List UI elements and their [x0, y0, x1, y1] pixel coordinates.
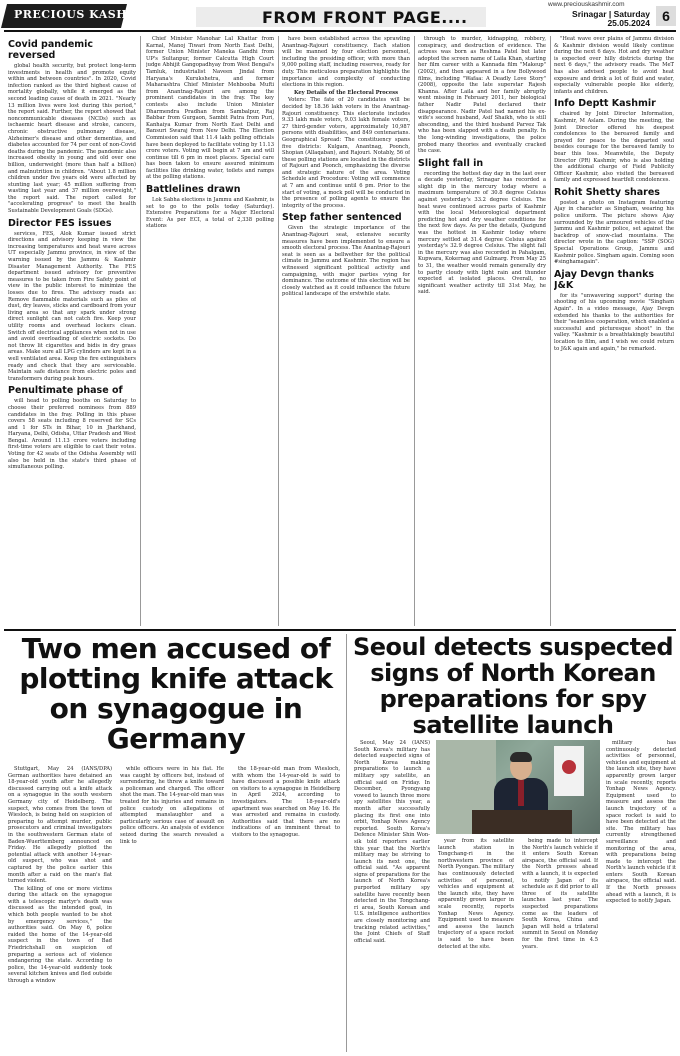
story-heading: Director FES issues	[8, 217, 112, 229]
podium	[472, 810, 572, 834]
seoul-column-1	[354, 740, 430, 1052]
story-text: chaired by Joint Director Information, Kashmir, M Aslam. During the meeting, the Joint Director offered his deepest condolences to the bereaved family and prayed for peace to the departed soul besides courage for the bereaved family to bear this loss. Meanwhile, the Deputy Director (PR) Kashmir, who is also holding the additional charge of Field Publicity Officer Kashmir, also visited the bereaved family and expressed heartfelt condolences.	[554, 111, 674, 184]
column-divider	[414, 36, 415, 626]
column-4	[418, 36, 546, 626]
story-text: posted a photo on Instagram featuring Ajay in character as Singham, wearing his police uniform. The picture shows Ajay surrounded by the armoured vehicles of the Jammu and Kashmir police, set against the backdrop of snow-clad mountains. The director wrote in the caption: "SSP (SOG) Special Operations Group, Jammu and Kashmir police. Singham again. Coming soon #singhamagain".	[554, 199, 674, 266]
story-text: global health security, but protect long-term investments in health and promote equity within and between countries". In 2020, Covid infection ranked as the third highest cause of mortality globally, while it emerged as the second leading cause of death in 2021. "Nearly 13 million lives were lost during this period," the report said. Further, the report showed that noncommunicable diseases (NCDs) such as ischaemic heart disease and stroke, cancers, chronic obstructive pulmonary disease, Alzheimer's disease and other dementias, and diabetes accounted for 74 per cent of non-Covid deaths during the pandemic. The pandemic also increased obesity in young and old over one billion, underweight (more than half a billion) and malnutrition in children. "About 1.8 million children under five years old were affected by stunting last year; 45 million suffering from wasting last year and 37 million overweight," the report said. The report called for "accelerating progress" to meet the health Sustainable Development Goals (SDGs).	[8, 63, 136, 215]
story-text: Chief Minister Manohar Lal Khattar from Karnal, Manoj Tiwari from North East Delhi, former Union Minister Maneka Gandhi from UP's Sultanpur, former Calcutta High Court judge Abhijit Gangopadhyay from West Bengal's Tamluk, industrialist Naveen Jindal from Haryana's Kurukshetra, and former Maharashtra Chief Minister Mehbooba Mufti from Anantnag-Rajouri are among the prominent candidates in the fray. The key contests also include Union Minister Dharmendra Pradhan from Sambalpur, Raj Babbar from Gurgaon, Sambit Patra from Puri, Kanhaiya Kumar from North East Delhi and Bansuri Swaraj from New Delhi. The Election Commission said that 11.4 lakh polling officials have been deployed to facilitate voting by 11.13 crore voters. Voting will begin at 7 am and will continue till 6 pm in most places. Special care has been taken to ensure assured minimum facilities like drinking water, toilets and ramps at the polling stations.	[146, 36, 274, 181]
story-text: have been established across the sprawling Anantnag-Rajouri constituency. Each station will be manned by four election personnel, including the presiding officer, with more than 9,000 polling staff, including reserves, ready for duty. This meticulous preparation highlights the importance and complexity of conducting elections in this region.	[282, 36, 410, 89]
mid-rule	[4, 629, 676, 631]
story-heading: Battlelines drawn	[146, 184, 241, 196]
germany-column-2	[120, 766, 224, 1052]
subheading: Key Details of the Electoral Process	[293, 89, 399, 96]
story-text: being made to intercept the North's launch vehicle if it enters South Korean airspace, the official said. If the North presses ahead with a launch, it is expected to notify Japan of its schedule as it did prior to all three of its satellite launches last year. The suspected preparations come as the leaders of South Korea, China and Japan will hold a trilateral summit in Seoul on Monday for the first time in 4.5 years.	[522, 838, 598, 950]
story-text: recording the hottest day day in the last over a decade yesterday, Srinagar has recorded a slight dip in the mercury today where a maximum temperature of 30.8 degree Celsius against yesterday's 33.2 degree Celsius. The heat wave continued across parts of Kashmir with the local Meteorological department predicting hot and dry weather conditions for the next few days. As per the details, Qazigund was the hottest in Kashmir today where mercury settled at 31.4 degree Celsius against yesterday's 32.9 degree Celsius. The slight fall in the mercury was also recorded in Pahalgam, Kupwara, Kokernag and Gulmarg. From May 25 to 31, the weather would remain generally dry to partly cloudy with light rain and thunder expected at isolated places. Overall, no significant weather activity till 31st May, he said.	[418, 170, 546, 296]
person-tie	[518, 780, 524, 806]
issue-date: 25.05.2024	[607, 18, 650, 28]
column-2	[146, 36, 274, 626]
seoul-column-2	[438, 838, 514, 1052]
column-5	[554, 36, 674, 626]
date-line	[566, 10, 650, 28]
brand-logo: PRECIOUS KASHMIR	[14, 8, 156, 21]
minister-photo	[436, 740, 600, 834]
column-divider	[140, 36, 141, 626]
story-heading: Ajay Devgn thanks J&K	[554, 268, 655, 291]
seoul-column-3	[522, 838, 598, 1052]
section-title: FROM FRONT PAGE....	[262, 8, 468, 27]
city-day: Srinagar | Saturday	[572, 9, 650, 19]
germany-column-3	[232, 766, 340, 1052]
story-heading: Covid pandemic reversed	[8, 39, 94, 61]
story-heading: Slight fall in	[418, 157, 484, 169]
headline-seoul: Seoul detects suspected signs of North Korean preparations for spy satellite launch	[352, 633, 674, 739]
story-text: Given the strategic importance of the Anantnag-Rajouri seat, extensive security measures have been implemented to ensure a smooth electoral process. The Anantnag-Rajouri seat is seen as a bellwether for the political climate in Jammu and Kashmir. The region has witnessed significant political activity and campaigning, with major parties vying for dominance. The outcome of this election will be closely watched as it could influence the future political landscape of the erstwhile state.	[282, 225, 410, 298]
story-heading: Rohit Shetty shares	[554, 186, 660, 198]
site-url[interactable]: www.preciouskashmir.com	[548, 1, 625, 8]
headline-germany: Two men accused of plotting knife attack on synagogue in Germany	[19, 632, 333, 755]
story-heading: Penultimate phase of	[8, 385, 123, 397]
column-1	[8, 36, 136, 626]
story-heading: Info Deptt Kashmir	[554, 98, 656, 110]
column-divider	[278, 36, 279, 626]
person-hair	[510, 752, 532, 762]
story-text: will head to polling booths on Saturday to choose their preferred nominees from 889 candidates in the fray. Polling in this phase covers 58 seats including 8 reserved for SCs and 1 for STs in Bihar, 10 in Jharkhand, Haryana, Delhi, Odisha, Uttar Pradesh and West Bengal. Around 11.13 crore voters including first-time voters are eligible to cast their votes. Voting for 42 seats of the Odisha Assembly will also be held in the state's third phase of simultaneous polling.	[8, 398, 136, 471]
story-text: Stuttgart, May 24 (IANS/DPA) German authorities have detained an 18-year-old youth after he allegedly discussed carrying out a knife attack on a synagogue in the south western Germany city of Heidelberg. The suspect, who comes from the town of Wiesloch, is being held on suspicion of preparing to attempt murder, public prosecutors and criminal investigators in the southwestern German state of Baden-Wuerttemberg announced on Friday. He allegedly plotted the potential attack with another 14-year-old suspect, who was shot and captured by the police earlier this month after a raid on the man's flat turned violent.	[8, 766, 112, 885]
story-text: through to murder, kidnapping, robbery, conspiracy, and destruction of evidence. The actress was born as Reshma Patel but later adopted the screen name of Laila Khan, starting her film career with a Kannada film "Makeup" (2002), and then appeared in a few Bollywood films, including "Wafaa: A Deadly Love Story" (2008), opposite the late superstar Rajesh Khanna. After Laila and her family abruptly went missing in February 2011, her biological father Nadir Patel declared their disappearance. Nadir Patel had named his ex-wife's second husband, Asif Shaikh, who is still absconding, and the third husband Parvez Tak who has been slapped with a death penalty. In the long-winding investigations, the police probed many theories and eventually cracked the case.	[418, 36, 546, 155]
page-number: 6	[656, 6, 676, 26]
story-text: The killing of one or more victims during the attack on the synagogue with a telescopic martyr's death was discussed as the intended goal, in which both people wanted to be shot by emergency services," the authorities said. On May 6, police raided the home of the 14-year-old suspect in the town of Bad Friedrichshall on suspicion of preparing a serious act of violence endangering the state. According to police, the 14-year-old suddenly took several kitchen knives and fled outside through a window	[8, 885, 112, 984]
top-rule	[4, 30, 676, 32]
story-text: for its "unwavering support" during the shooting of his upcoming movie "Singham Again". In a video message, Ajay Devgn extended his thanks to the authorities for their "seamless cooperation, which enabled a successful and picturesque shoot" in the valley. "Kashmir is a breathtakingly beautiful location to film, and I wish we could return to J&K again and again," he remarked.	[554, 292, 674, 352]
masthead	[0, 0, 680, 32]
story-heading: Step father sentenced	[282, 212, 402, 224]
column-3	[282, 36, 410, 626]
story-text: Voters: The fate of 20 candidates will be decided by 18.36 lakh voters in the Anantnag-Rajouri constituency. This electorate includes 9.33 lakh male voters, 9.03 lakh female voters, 27 third-gender voters, approximately 10,987 persons with disabilities, and 849 centenarians. Geographical Spread: The constituency spans five districts: Kulgam, Anantnag, Poonch, Shopian (Allaqaban), and Rajouri. Notably, 56 of these polling stations are located in the districts of Rajouri and Poonch, emphasizing the diverse and strategic nature of the area. Voting Schedule and Procedure: Voting will commence at 7 am and continue until 6 pm. Prior to the start of voting, a mock poll will be conducted in the presence of polling agents to ensure the integrity of the process.	[282, 97, 410, 209]
story-text: "Heat wave over plains of Jammu division & Kashmir division would likely continue during the next 6 days. Hot and dry weather is expected over hilly districts during the next 6 days," the advisory reads. The MeT has also advised people to avoid heat exposure and drink a lot of fluid and water, especially vulnerable people like elderly, infants and children.	[554, 36, 674, 95]
story-text: Lok Sabha elections in Jammu and Kashmir, is set to go to the polls today (Saturday). Extensive Preparations for a Major Electoral Event: As per ECI, a total of 2,338 polling stations	[146, 197, 274, 230]
story-text: the 18-year-old man from Wiesloch, with whom the 14-year-old is said to have discussed a possible knife attack on visitors to a synagogue in Heidelberg in April 2024, according to investigators. The 18-year-old's apartment was searched on May 16. He was arrested and remains in custody. Authorities said that there are no indications of an imminent threat to visitors to the synagogue.	[232, 766, 340, 838]
seoul-column-4	[606, 740, 676, 1052]
story-text: Seoul, May 24 (IANS) South Korea's military has detected suspected signs of North Korea making preparations to launch a military spy satellite, an official said on Friday. In December, Pyongyang vowed to launch three more spy satellites this year, a month after successfully placing its first one into orbit, Yonhap News Agency reported. South Korea's Defence Minister Shin Won-sik told reporters earlier this year that the North's military may be striving to launch its next one, the official said. "As apparent signs of preparations for the launch of North Korea's purported military spy satellite have recently been detected in the Tongchang-ri area, South Korean and U.S. intelligence authorities are closely monitoring and tracking related activities," the Joint Chiefs of Staff official said.	[354, 740, 430, 944]
flag-emblem	[562, 760, 576, 774]
story-divider	[346, 634, 347, 1052]
story-text: military has continuously detected activities of personnel, vehicles and equipment at the launch site, they have apparently grown larger in scale recently, reports Yonhap News Agency. Equipment used to measure and assess the launch trajectory of a space rocket is said to have been detected at the site. The military has currently strengthened surveillance and monitoring of the area, with preparations being made to intercept the North's launch vehicle if it enters South Korean airspace, the official said. If the North presses ahead with a launch, it is expected to notify Japan.	[606, 740, 676, 905]
story-text: services, FES, Alok Kumar issued strict directions and advisory keeping in view the increasing temperatures and heat wave across UT especially Jammu province, in view of the warning issued by the Jammu & Kashmir Disaster Management Authority. The FES department issued advisory for preventive measures to be taken from Fire Safety point of view in the public interest to minimize the losses due to fires. The advisory reads as: Remove flammable materials such as piles of dust, dry leaves, sticks and cardboard from your living area so that any spark under strong direct sunlight can not catch fire. Keep your utility rooms and overhead lockers clean. Switch off electrical appliances when not in use and avoid overloading of electric sockets. Do not throw lit cigarettes and bidis in dry grass areas. Make sure all LPG cylinders are kept in a well ventilated area. Keep the fire extinguishers ready and check that they are serviceable. Maintain safe distance from electric poles and transformers during peak hours.	[8, 230, 136, 382]
column-divider	[550, 36, 551, 626]
story-text: while officers were in his flat. He was caught by officers but, instead of surrendering, he threw a knife toward a policeman and charged. The officer shot the man. The 14-year-old man was treated for his injuries and remains in police custody on allegations of attempted manslaughter and a particularly serious case of assault on police officers. An analysis of evidence seized during the search revealed a link to	[120, 766, 224, 845]
story-text: year from its satellite launch station in Tongchang-ri in the northwestern province of North Pyongan. The military has continuously detected activities of personnel, vehicles and equipment at the launch site, they have apparently grown larger in scale recently, reports Yonhap News Agency. Equipment used to measure and assess the launch trajectory of a space rocket is said to have been detected at the site.	[438, 838, 514, 950]
germany-column-1	[8, 766, 112, 1052]
